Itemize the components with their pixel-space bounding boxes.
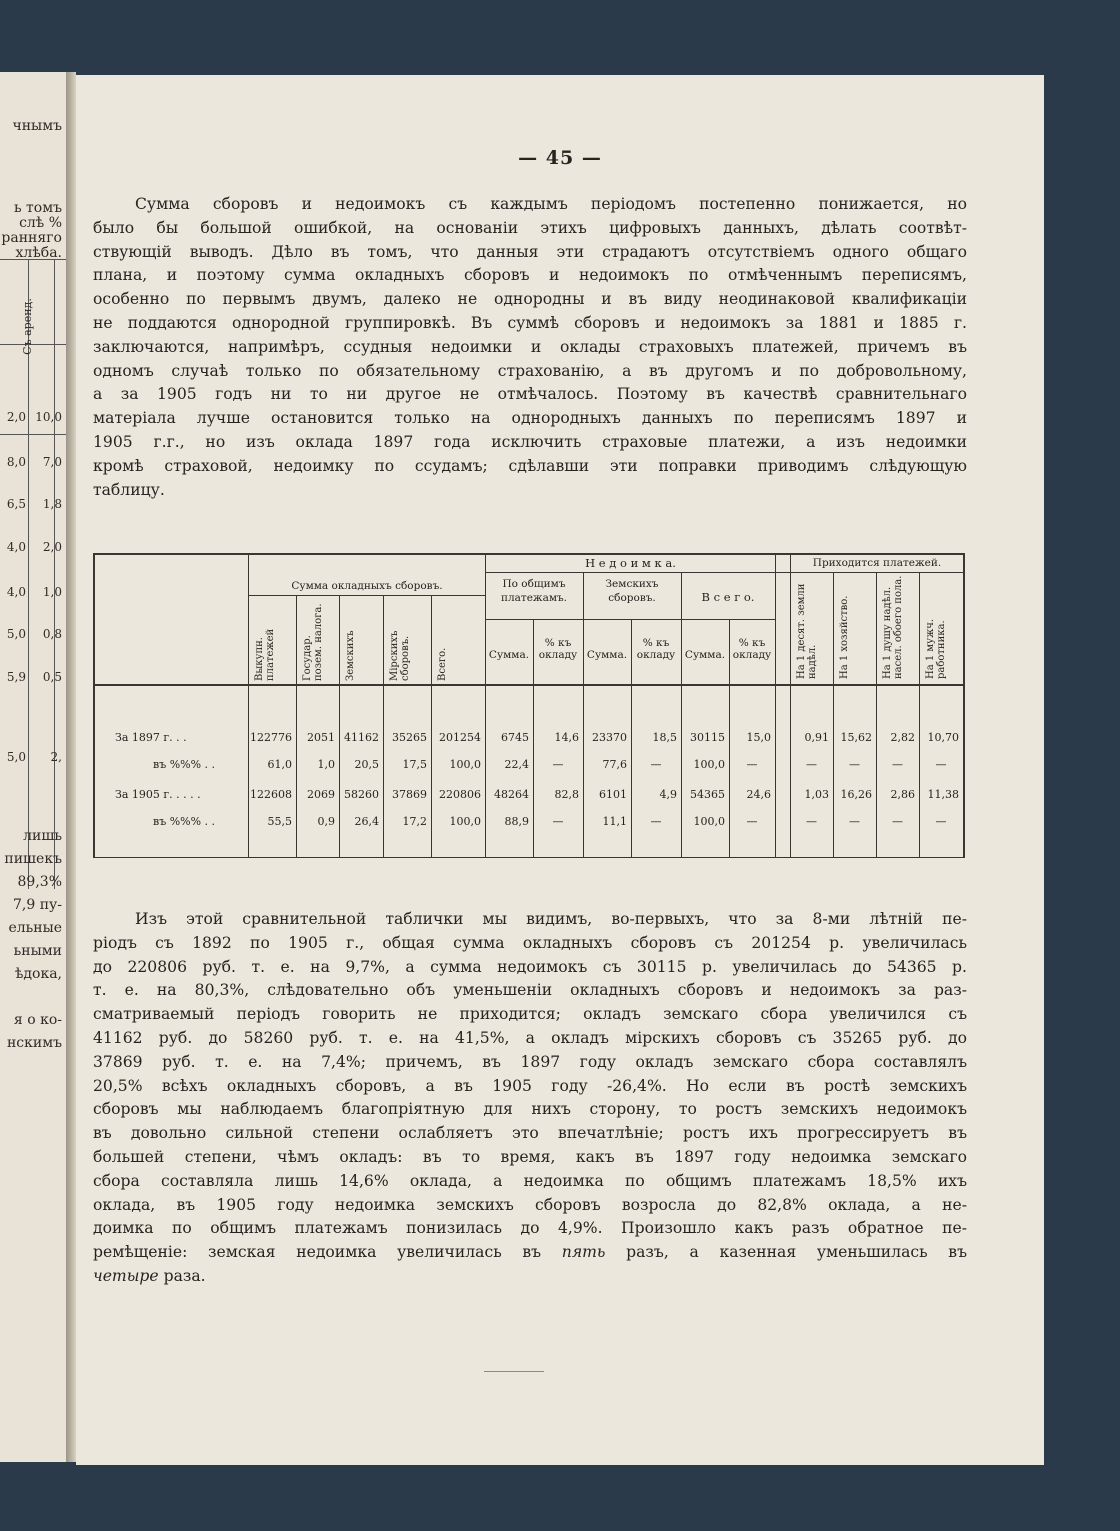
text-span: оклада, въ 1905 году недоимка земскихъ сборовъ возросла до 82,8% оклада, а не-: [93, 1195, 967, 1214]
table-cell: 35265: [392, 731, 427, 744]
left-page-fragment: 0,8: [42, 627, 62, 641]
table-rule: [93, 553, 965, 555]
left-page-fragment: 1,0: [42, 585, 62, 599]
text-span: 37869 руб. т. е. на 7,4%; причемъ, въ 1897 году окладъ земскаго сбора составлялъ: [93, 1052, 967, 1071]
text-line: [93, 1122, 967, 1146]
table-cell: 2,82: [890, 731, 915, 744]
text-span: Изъ этой сравнительной таблички мы видимъ, во-первыхъ, что за 8-ми лѣтній пе-: [135, 910, 967, 928]
table-rule: [790, 553, 791, 858]
text-line: [93, 1217, 967, 1241]
text-span: ріодъ съ 1892 по 1905 г., общая сумма окладныхъ сборовъ съ 201254 р. увеличилась: [93, 933, 967, 952]
left-page-fragment: чнымъ: [12, 118, 62, 134]
text-line: кромѣ страховой, недоимку по ссудамъ; сдѣлавши эти поправки приводимъ слѣдующую: [93, 456, 967, 475]
table-cell: 122776: [250, 731, 292, 744]
text-span: ремѣщеніе: земская недоимка увеличилась въ: [93, 1243, 562, 1262]
header-zemskih: Земскихъ сборовъ.: [605, 578, 659, 604]
text-span: 20,5% всѣхъ окладныхъ сборовъ, а въ 1905 году -26,4%. Но если въ ростѣ земскихъ: [93, 1076, 967, 1095]
table-cell: —: [935, 815, 947, 828]
left-page-fragment: 5,0: [6, 627, 26, 641]
table-rule: [485, 619, 775, 620]
left-page-fragment: 4,0: [6, 585, 26, 599]
table-cell: —: [650, 758, 662, 771]
left-page-fragment: лишь: [23, 828, 62, 844]
table-cell: —: [650, 815, 662, 828]
text-line: [93, 1051, 967, 1075]
table-rule: [963, 553, 965, 858]
left-page-fragment: ельные: [8, 920, 62, 936]
left-page-fragment: слѣ %: [19, 215, 62, 231]
left-page-fragment: 8,0: [6, 455, 26, 469]
text-line: ствующій выводъ. Дѣло въ томъ, что данныя эти страдаютъ отсутствіемъ одного общаго: [93, 242, 967, 261]
text-line: Сумма сборовъ и недоимокъ съ каждымъ періодомъ постепенно понижается, но: [135, 195, 967, 213]
row-label: въ %%% . .: [153, 758, 216, 771]
page: [76, 75, 1044, 1465]
table-cell: 22,4: [504, 758, 529, 771]
header-vsego: В с е г о.: [701, 590, 755, 604]
left-page-edge: [0, 72, 68, 1462]
text-line: а за 1905 годъ ни то ни другое не отмѣчалось. Поэтому въ качествѣ сравнительнаго: [93, 385, 967, 404]
table-cell: 100,0: [693, 815, 725, 828]
text-line: [93, 979, 967, 1003]
table-cell: 37869: [392, 788, 427, 801]
text-span: до 220806 руб. т. е. на 9,7%, а сумма недоимокъ съ 30115 р. увеличилась до 54365 р.: [93, 957, 967, 976]
left-page-fragment: 2,0: [6, 410, 26, 424]
text-line: заключаются, напримѣръ, ссудныя недоимки и оклады страховыхъ платежей, причемъ въ: [93, 337, 967, 356]
table-cell: 6101: [599, 788, 627, 801]
text-span: разъ, а казенная уменьшилась въ: [605, 1243, 967, 1262]
text-span: сбора составляла лишь 14,6% оклада, а недоимка по общимъ платежамъ 18,5% ихъ: [93, 1171, 967, 1190]
statistics-table: [93, 553, 965, 859]
column-header: Мірскихъ сборовъ.: [389, 630, 411, 681]
text-span: сматриваемый періодъ говорить не приходится; окладъ земскаго сбора увеличился съ: [93, 1005, 967, 1024]
text-line: особенно по первымъ двумъ, далеко не однородны и въ виду неодинаковой квалификаціи: [93, 290, 967, 309]
table-rule: [93, 684, 965, 686]
italic-word: четыре: [93, 1266, 159, 1285]
text-line: [93, 908, 967, 932]
column-header: На 1 мужч. работника.: [925, 618, 947, 679]
left-page-fragment: 7,9 пу-: [12, 897, 62, 913]
text-line: [93, 1241, 967, 1265]
table-cell: 0,91: [804, 731, 829, 744]
left-page-fragment: нскимъ: [6, 1035, 62, 1051]
page-number: — 45 —: [518, 147, 602, 169]
table-cell: 100,0: [449, 758, 481, 771]
column-header: % къ окладу: [636, 637, 676, 661]
text-line: [93, 956, 967, 980]
table-rule: [93, 857, 965, 858]
table-cell: 15,62: [840, 731, 872, 744]
text-span: сборовъ мы наблюдаемъ благопріятную для нихъ сторону, то ростъ земскихъ недоимокъ: [93, 1100, 967, 1119]
table-cell: —: [806, 815, 817, 828]
table-cell: 10,70: [927, 731, 959, 744]
column-header: Сумма.: [586, 649, 628, 661]
text-span: въ довольно сильной степени ослабляетъ это впечатлѣніе; ростъ ихъ прогрессируетъ въ: [93, 1124, 967, 1143]
table-cell: 77,6: [602, 758, 627, 771]
table-cell: 11,38: [927, 788, 959, 801]
table-cell: 15,0: [746, 731, 771, 744]
text-line: [93, 1146, 967, 1170]
text-line: не поддаются однородной группировкѣ. Въ суммѣ сборовъ и недоимокъ за 1881 и 1885 г.: [93, 313, 967, 332]
table-rule: [485, 553, 486, 858]
table-cell: —: [892, 815, 903, 828]
left-page-fragment: пишекъ: [4, 851, 62, 867]
column-header: % къ окладу: [538, 637, 578, 661]
header-okladnye: Сумма окладныхъ сборовъ.: [291, 580, 443, 592]
left-page-fragment: 89,3%: [17, 874, 62, 890]
left-page-fragment: ь томъ: [13, 200, 62, 216]
table-cell: 1,03: [804, 788, 829, 801]
text-span: доимка по общимъ платежамъ понизилась до 4,9%. Произошло какъ разъ обратное пе-: [93, 1219, 967, 1238]
row-label: За 1905 г. . . . .: [115, 788, 201, 801]
table-cell: 2,86: [890, 788, 915, 801]
text-line: одномъ случаѣ только по обязательному страхованію, а въ другомъ и по добровольному,: [93, 361, 967, 380]
column-header: Выкупн. платежей: [254, 628, 276, 681]
table-cell: 4,9: [659, 788, 677, 801]
table-rule: [248, 595, 485, 596]
table-cell: 1,0: [317, 758, 335, 771]
left-page-fragment: 10,0: [35, 410, 62, 424]
italic-word: пять: [561, 1243, 606, 1262]
table-cell: 100,0: [449, 815, 481, 828]
table-rule: [485, 572, 963, 573]
table-cell: 58260: [344, 788, 379, 801]
left-page-fragment: 5,9: [6, 670, 26, 684]
text-line: таблицу.: [93, 480, 165, 499]
left-page-fragment: ьными: [13, 943, 62, 959]
table-cell: 24,6: [746, 788, 771, 801]
column-header: Всего.: [437, 647, 448, 681]
table-cell: 55,5: [267, 815, 292, 828]
table-cell: —: [849, 758, 860, 771]
left-table-rule: [54, 259, 55, 889]
left-page-fragment: 1,8: [42, 497, 62, 511]
header-obshchim: По общимъ платежамъ.: [500, 578, 568, 604]
table-rule: [775, 553, 776, 858]
end-divider: [484, 1371, 544, 1372]
header-prihoditsya: Приходится платежей.: [812, 557, 942, 569]
table-cell: 11,1: [602, 815, 627, 828]
table-cell: —: [746, 758, 758, 771]
text-line: [93, 1265, 967, 1289]
table-cell: 17,2: [402, 815, 427, 828]
left-page-fragment: 7,0: [42, 455, 62, 469]
table-cell: —: [806, 758, 817, 771]
table-cell: 122608: [250, 788, 292, 801]
table-cell: 30115: [690, 731, 725, 744]
table-cell: 201254: [439, 731, 481, 744]
column-header: Сумма.: [488, 649, 530, 661]
left-table-rule: [0, 434, 66, 435]
table-cell: 18,5: [652, 731, 677, 744]
header-nedoimka: Н е д о и м к а.: [585, 556, 676, 570]
column-header: На 1 десят. земли надѣл.: [796, 583, 818, 679]
column-header: Сумма.: [684, 649, 726, 661]
text-line: матеріала лучше остановится только на однородныхъ данныхъ по переписямъ 1897 и: [93, 409, 967, 428]
table-cell: 16,26: [840, 788, 872, 801]
table-cell: —: [892, 758, 903, 771]
table-cell: 41162: [344, 731, 379, 744]
text-span: большей степени, чѣмъ окладъ: въ то время, какъ въ 1897 году недоимка земскаго: [93, 1147, 967, 1166]
left-page-fragment: Съ аренд.: [21, 298, 35, 355]
table-cell: 17,5: [402, 758, 427, 771]
table-cell: 2069: [307, 788, 335, 801]
paragraph-intro: [93, 193, 967, 502]
left-page-fragment: 4,0: [6, 540, 26, 554]
text-line: [93, 1027, 967, 1051]
left-page-fragment: 2,: [50, 750, 62, 764]
text-line: [93, 1194, 967, 1218]
table-cell: 23370: [592, 731, 627, 744]
text-line: было бы большой ошибкой, на основаніи этихъ цифровыхъ данныхъ, дѣлать соотвѣт-: [93, 218, 967, 237]
text-line: [93, 1170, 967, 1194]
table-cell: —: [552, 758, 564, 771]
left-page-fragment: 6,5: [6, 497, 26, 511]
row-label: въ %%% . .: [153, 815, 216, 828]
column-header: % къ окладу: [732, 637, 772, 661]
table-cell: 6745: [501, 731, 529, 744]
table-cell: 20,5: [354, 758, 379, 771]
table-cell: —: [552, 815, 564, 828]
text-line: [93, 932, 967, 956]
column-header: Государ. позем. налога.: [302, 603, 324, 681]
table-cell: 2051: [307, 731, 335, 744]
text-span: раза.: [158, 1266, 206, 1285]
table-rule: [248, 553, 249, 858]
column-header: На 1 душу надѣл. насел. обоего пола.: [882, 575, 904, 679]
table-cell: —: [935, 758, 947, 771]
table-cell: 220806: [439, 788, 481, 801]
left-page-fragment: 0,5: [42, 670, 62, 684]
paragraph-conclusion: [93, 908, 967, 1289]
text-line: [93, 1098, 967, 1122]
text-line: [93, 1075, 967, 1099]
table-cell: —: [849, 815, 860, 828]
column-header: Земскихъ: [345, 630, 356, 681]
text-span: т. е. на 80,3%, слѣдовательно объ уменьшеніи окладныхъ сборовъ и недоимокъ за раз-: [93, 981, 967, 1000]
table-cell: 61,0: [267, 758, 292, 771]
table-rule: [93, 553, 95, 858]
left-page-fragment: ранняго: [1, 230, 62, 246]
column-header: На 1 хозяйство.: [839, 595, 850, 679]
left-page-fragment: ѣдока,: [14, 966, 62, 982]
left-page-fragment: я о ко-: [13, 1012, 62, 1028]
left-page-fragment: хлѣба.: [15, 245, 62, 261]
table-cell: 0,9: [317, 815, 335, 828]
table-cell: 100,0: [693, 758, 725, 771]
book-gutter: [66, 72, 76, 1462]
text-line: плана, и поэтому сумма окладныхъ сборовъ и недоимокъ по отмѣченнымъ переписямъ,: [93, 266, 967, 285]
text-span: 41162 руб. до 58260 руб. т. е. на 41,5%, а окладъ мірскихъ сборовъ съ 35265 руб. до: [93, 1028, 967, 1047]
table-cell: 54365: [690, 788, 725, 801]
table-cell: —: [746, 815, 758, 828]
left-page-fragment: 2,0: [42, 540, 62, 554]
table-cell: 26,4: [354, 815, 379, 828]
table-cell: 88,9: [504, 815, 529, 828]
table-cell: 14,6: [554, 731, 579, 744]
left-page-fragment: 5,0: [6, 750, 26, 764]
table-cell: 82,8: [554, 788, 579, 801]
text-line: [93, 1003, 967, 1027]
table-cell: 48264: [494, 788, 529, 801]
row-label: За 1897 г. . .: [115, 731, 187, 744]
text-line: 1905 г.г., но изъ оклада 1897 года исключить страховые платежи, а изъ недоимки: [93, 432, 967, 451]
